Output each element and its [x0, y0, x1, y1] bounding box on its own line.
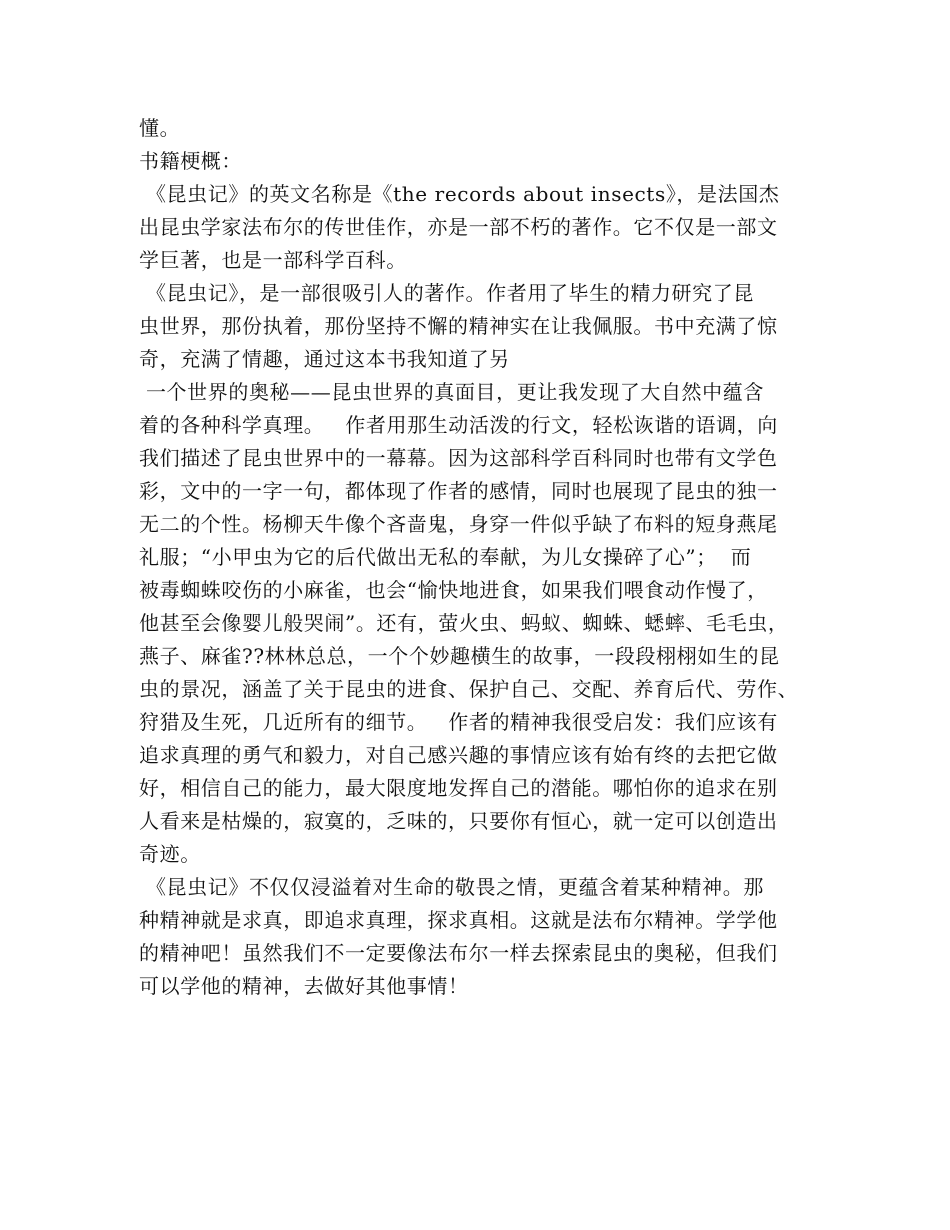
text-line: 的精神吧！虽然我们不一定要像法布尔一样去探索昆虫的奥秘，但我们	[139, 941, 778, 965]
text-line: 人看来是枯燥的，寂寞的，乏味的，只要你有恒心，就一定可以创造出	[139, 809, 778, 833]
text-line: 礼服；“小甲虫为它的后代做出无私的奉献，为儿女操碎了心”； 而	[139, 545, 752, 569]
text-line: 可以学他的精神，去做好其他事情！	[139, 974, 469, 998]
text-line: 着的各种科学真理。 作者用那生动活泼的行文，轻松诙谐的语调，向	[139, 413, 778, 437]
text-line: 奇，充满了情趣，通过这本书我知道了另	[139, 347, 510, 371]
document-body	[139, 112, 829, 1003]
text-line: 学巨著，也是一部科学百科。	[139, 248, 407, 272]
text-line: 好，相信自己的能力，最大限度地发挥自己的潜能。哪怕你的追求在别	[139, 776, 778, 800]
text-line: 出昆虫学家法布尔的传世佳作，亦是一部不朽的著作。它不仅是一部文	[139, 215, 778, 239]
text-line: 燕子、麻雀??林林总总，一个个妙趣横生的故事，一段段栩栩如生的昆	[139, 644, 780, 668]
text-line: 狩猎及生死，几近所有的细节。 作者的精神我很受启发：我们应该有	[139, 710, 778, 734]
text-line: 追求真理的勇气和毅力，对自己感兴趣的事情应该有始有终的去把它做	[139, 743, 778, 767]
text-line: 《昆虫记》的英文名称是《the records about insects》，是法国杰	[139, 182, 780, 206]
text-line: 虫世界，那份执着，那份坚持不懈的精神实在让我佩服。书中充满了惊	[139, 314, 778, 338]
section-heading: 书籍梗概：	[139, 149, 242, 173]
text-line: 种精神就是求真，即追求真理，探求真相。这就是法布尔精神。学学他	[139, 908, 778, 932]
text-line: 被毒蜘蛛咬伤的小麻雀，也会“愉快地进食，如果我们喂食动作慢了，	[139, 578, 768, 602]
text-line: 《昆虫记》不仅仅浸溢着对生命的敬畏之情，更蕴含着某种精神。那	[139, 875, 764, 899]
text-line: 无二的个性。杨柳天牛像个吝啬鬼，身穿一件似乎缺了布料的短身燕尾	[139, 512, 778, 536]
text-line: 懂。	[139, 116, 181, 140]
text-line: 一个世界的奥秘——昆虫世界的真面目，更让我发现了大自然中蕴含	[139, 380, 764, 404]
text-line: 奇迹。	[139, 842, 201, 866]
text-line: 彩，文中的一字一句，都体现了作者的感情，同时也展现了昆虫的独一	[139, 479, 778, 503]
text-line: 虫的景况，涵盖了关于昆虫的进食、保护自己、交配、养育后代、劳作、	[139, 677, 799, 701]
text-line: 《昆虫记》，是一部很吸引人的著作。作者用了毕生的精力研究了昆	[139, 281, 754, 305]
text-line: 他甚至会像婴儿般哭闹”。还有，萤火虫、蚂蚁、蜘蛛、蟋蟀、毛毛虫，	[139, 611, 789, 635]
text-line: 我们描述了昆虫世界中的一幕幕。因为这部科学百科同时也带有文学色	[139, 446, 778, 470]
